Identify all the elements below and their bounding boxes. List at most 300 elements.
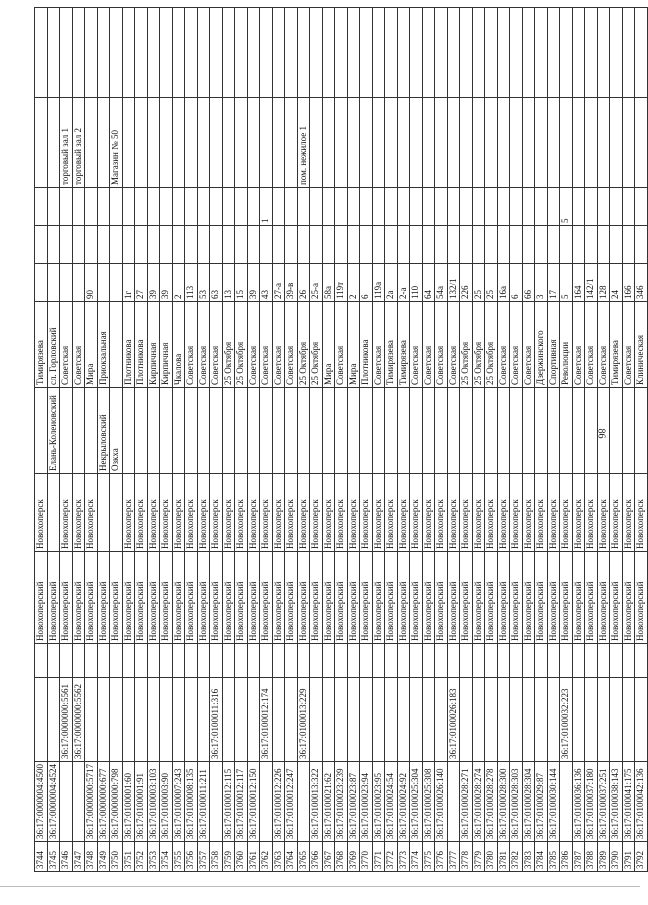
cell-extra <box>635 8 648 98</box>
cell-district: Новохоперский <box>160 552 173 644</box>
table-row <box>510 8 523 872</box>
cell-district: Новохоперский <box>85 552 98 644</box>
cell-area <box>385 388 398 474</box>
cell-extra <box>610 8 623 98</box>
cell-extra <box>285 8 298 98</box>
cell-cad1: 36:17:0100028:278 <box>485 762 498 842</box>
cell-extra <box>197 8 210 98</box>
cell-cad2 <box>347 678 360 762</box>
cell-settlement: Новохоперск <box>310 474 323 552</box>
cell-cad1: 36:17:0100030:144 <box>547 762 560 842</box>
cell-area <box>35 388 48 474</box>
cell-cad1 <box>560 762 573 842</box>
cell-premise <box>447 188 460 226</box>
cell-extra <box>397 8 410 98</box>
cell-house: 17 <box>547 264 560 302</box>
cell-cad1: 36:17:0100003:90 <box>160 762 173 842</box>
cell-house: 2 <box>347 264 360 302</box>
cell-note <box>185 98 198 188</box>
cell-area <box>410 388 423 474</box>
table-row <box>497 8 510 872</box>
cell-note <box>497 98 510 188</box>
cell-street: Советская <box>210 302 223 388</box>
page-number: 86 <box>595 428 607 439</box>
cell-note <box>422 98 435 188</box>
cell-cad1: 36:17:0100041:175 <box>622 762 635 842</box>
cell-cad1: 36:17:0000000:5717 <box>85 762 98 842</box>
cell-note: Магазин № 50 <box>110 98 123 188</box>
cell-unit <box>285 226 298 264</box>
cell-street: Кирпичная <box>160 302 173 388</box>
cell-house: 132/1 <box>447 264 460 302</box>
cell-settlement: Новохоперск <box>160 474 173 552</box>
cell-street: Спортивная <box>547 302 560 388</box>
cell-area <box>597 388 610 474</box>
cell-premise <box>222 188 235 226</box>
cell-settlement: Новохоперск <box>122 474 135 552</box>
cell-house: 2а <box>385 264 398 302</box>
cell-unit <box>585 226 598 264</box>
cell-district: Новохоперский <box>522 552 535 644</box>
cell-unit <box>597 226 610 264</box>
cell-unit <box>147 226 160 264</box>
cell-settlement: Новохоперск <box>210 474 223 552</box>
cell-district: Новохоперский <box>397 552 410 644</box>
cell-premise <box>597 188 610 226</box>
cell-cad2 <box>285 678 298 762</box>
cell-settlement: Новохоперск <box>372 474 385 552</box>
cell-street: Тимирязева <box>610 302 623 388</box>
table-row <box>472 8 485 872</box>
cell-unit <box>247 226 260 264</box>
cell-cad2 <box>172 678 185 762</box>
cell-note <box>410 98 423 188</box>
cell-unit <box>322 226 335 264</box>
cell-cad2 <box>397 678 410 762</box>
cell-house: 6 <box>510 264 523 302</box>
cell-cad3 <box>222 644 235 678</box>
cell-extra <box>335 8 348 98</box>
cell-extra <box>322 8 335 98</box>
cell-premise <box>572 188 585 226</box>
cell-note <box>635 98 648 188</box>
cell-house: 119т <box>335 264 348 302</box>
cell-num: 3754 <box>160 842 173 872</box>
cell-num: 3787 <box>572 842 585 872</box>
table-row <box>385 8 398 872</box>
cell-street: Советская <box>260 302 273 388</box>
cell-settlement: Новохоперск <box>447 474 460 552</box>
cell-extra <box>310 8 323 98</box>
cell-extra <box>35 8 48 98</box>
cell-house: 2-а <box>397 264 410 302</box>
cell-premise <box>85 188 98 226</box>
cell-area <box>485 388 498 474</box>
cell-unit <box>410 226 423 264</box>
cell-cad3 <box>172 644 185 678</box>
cell-premise <box>110 188 123 226</box>
table-row <box>85 8 98 872</box>
cell-house: 39 <box>247 264 260 302</box>
cell-house: 39-в <box>285 264 298 302</box>
cell-street: Советская <box>197 302 210 388</box>
cell-cad3 <box>160 644 173 678</box>
cell-extra <box>522 8 535 98</box>
cell-cad2 <box>322 678 335 762</box>
table-row <box>535 8 548 872</box>
cell-cad1: 36:17:0100012:226 <box>272 762 285 842</box>
table-row <box>97 8 110 872</box>
cell-settlement: Новохоперск <box>222 474 235 552</box>
cell-cad2 <box>247 678 260 762</box>
cell-street: Мира <box>322 302 335 388</box>
cell-num: 3747 <box>72 842 85 872</box>
cell-note <box>322 98 335 188</box>
cell-cad2 <box>185 678 198 762</box>
cell-district: Новохоперский <box>422 552 435 644</box>
cell-house: 346 <box>635 264 648 302</box>
cell-num: 3775 <box>422 842 435 872</box>
cell-settlement: Новохоперск <box>585 474 598 552</box>
cell-note <box>597 98 610 188</box>
cell-unit <box>622 226 635 264</box>
cell-house: 63 <box>210 264 223 302</box>
cell-num: 3774 <box>410 842 423 872</box>
cell-house <box>72 264 85 302</box>
cell-extra <box>572 8 585 98</box>
cell-cad1 <box>447 762 460 842</box>
cell-cad1: 36:17:0100011:211 <box>197 762 210 842</box>
cell-num: 3767 <box>322 842 335 872</box>
cell-extra <box>47 8 60 98</box>
cell-house: 58а <box>322 264 335 302</box>
cell-note <box>572 98 585 188</box>
cell-unit <box>197 226 210 264</box>
cell-premise: 5 <box>560 188 573 226</box>
cell-cad2: 36:17:0100012:174 <box>260 678 273 762</box>
cell-house: 24 <box>610 264 623 302</box>
cell-note <box>222 98 235 188</box>
cell-cad3 <box>497 644 510 678</box>
cell-settlement: Новохоперск <box>135 474 148 552</box>
cell-district: Новохоперский <box>497 552 510 644</box>
cell-cad2 <box>422 678 435 762</box>
cell-cad2 <box>35 678 48 762</box>
cell-unit <box>172 226 185 264</box>
cell-premise <box>460 188 473 226</box>
table-row <box>210 8 223 872</box>
cell-cad3 <box>410 644 423 678</box>
cell-note <box>310 98 323 188</box>
cell-cad2 <box>610 678 623 762</box>
cell-cad1: 36:17:0000000:798 <box>110 762 123 842</box>
cell-extra <box>510 8 523 98</box>
cell-district: Новохоперский <box>597 552 610 644</box>
cell-premise <box>185 188 198 226</box>
cell-cad2 <box>497 678 510 762</box>
cell-cad2 <box>472 678 485 762</box>
cell-unit <box>47 226 60 264</box>
cell-settlement: Новохоперск <box>60 474 73 552</box>
cell-unit <box>222 226 235 264</box>
cell-unit <box>360 226 373 264</box>
cell-cad3 <box>360 644 373 678</box>
cell-extra <box>60 8 73 98</box>
cell-cad3 <box>522 644 535 678</box>
cell-num: 3784 <box>535 842 548 872</box>
cell-note: пом. нежилое 1 <box>297 98 310 188</box>
cell-num: 3766 <box>310 842 323 872</box>
cell-house: 27 <box>135 264 148 302</box>
cell-extra <box>272 8 285 98</box>
cell-house: 43 <box>260 264 273 302</box>
cell-cad2 <box>110 678 123 762</box>
cell-area <box>160 388 173 474</box>
cell-num: 3782 <box>510 842 523 872</box>
cell-district: Новохоперский <box>485 552 498 644</box>
cell-street: Советская <box>185 302 198 388</box>
cell-cad3 <box>372 644 385 678</box>
cell-num: 3765 <box>297 842 310 872</box>
cell-street: Кирпичная <box>147 302 160 388</box>
cell-house: 119а <box>372 264 385 302</box>
cell-house: 2 <box>172 264 185 302</box>
cell-settlement: Новохоперск <box>522 474 535 552</box>
cell-extra <box>435 8 448 98</box>
cell-area <box>135 388 148 474</box>
cell-cad3 <box>110 644 123 678</box>
cell-street: Плотникова <box>360 302 373 388</box>
cell-street: Советская <box>622 302 635 388</box>
cell-extra <box>485 8 498 98</box>
cell-district: Новохоперский <box>610 552 623 644</box>
cell-settlement: Новохоперск <box>235 474 248 552</box>
cell-num: 3779 <box>472 842 485 872</box>
cell-street: Советская <box>60 302 73 388</box>
cell-house: 90 <box>85 264 98 302</box>
cell-cad3 <box>585 644 598 678</box>
cell-note <box>535 98 548 188</box>
cell-street: Революции <box>560 302 573 388</box>
cell-cad1: 36:17:0100012:117 <box>235 762 248 842</box>
cell-note <box>560 98 573 188</box>
cell-note <box>610 98 623 188</box>
cell-cad1: 36:17:0100001:60 <box>122 762 135 842</box>
cell-cad3 <box>572 644 585 678</box>
cell-house: 113 <box>185 264 198 302</box>
cell-cad1: 36:17:0100012:150 <box>247 762 260 842</box>
cell-premise <box>385 188 398 226</box>
cell-cad3 <box>510 644 523 678</box>
cell-house <box>47 264 60 302</box>
cell-cad1: 36:17:0100037:180 <box>585 762 598 842</box>
cell-num: 3770 <box>360 842 373 872</box>
cell-cad3 <box>347 644 360 678</box>
cell-unit <box>110 226 123 264</box>
cell-extra <box>497 8 510 98</box>
cell-cad1: 36:17:0100025:308 <box>422 762 435 842</box>
cell-street: Советская <box>72 302 85 388</box>
cell-street: 25 Октября <box>485 302 498 388</box>
cell-house: 53 <box>197 264 210 302</box>
cell-cad2 <box>360 678 373 762</box>
cell-district: Новохоперский <box>35 552 48 644</box>
cell-settlement: Новохоперск <box>472 474 485 552</box>
cell-cad2 <box>372 678 385 762</box>
cell-street: Советская <box>372 302 385 388</box>
cell-district: Новохоперский <box>135 552 148 644</box>
cell-cad3 <box>335 644 348 678</box>
cell-district: Новохоперский <box>510 552 523 644</box>
cell-cad1: 36:17:0100042:136 <box>635 762 648 842</box>
cell-cad3 <box>85 644 98 678</box>
cell-cad2: 36:17:0100011:316 <box>210 678 223 762</box>
cell-unit <box>235 226 248 264</box>
cell-cad2 <box>97 678 110 762</box>
cell-premise <box>522 188 535 226</box>
cell-premise <box>610 188 623 226</box>
cell-settlement: Новохоперск <box>197 474 210 552</box>
cell-cad2 <box>85 678 98 762</box>
cell-street: Тимирязева <box>35 302 48 388</box>
cell-house: 128 <box>597 264 610 302</box>
cell-cad3 <box>310 644 323 678</box>
table-row <box>310 8 323 872</box>
cell-cad2 <box>460 678 473 762</box>
table-row <box>147 8 160 872</box>
cell-cad1: 36:17:0100012:115 <box>222 762 235 842</box>
cell-note <box>235 98 248 188</box>
cell-note <box>460 98 473 188</box>
cell-premise <box>410 188 423 226</box>
cell-house: 13 <box>222 264 235 302</box>
cell-num: 3753 <box>147 842 160 872</box>
registry-table <box>34 7 648 872</box>
cell-cad2 <box>410 678 423 762</box>
cell-house: 6 <box>360 264 373 302</box>
cell-note <box>210 98 223 188</box>
cell-area <box>272 388 285 474</box>
cell-premise <box>235 188 248 226</box>
cell-district: Новохоперский <box>447 552 460 644</box>
cell-note <box>247 98 260 188</box>
cell-area <box>510 388 523 474</box>
cell-extra <box>72 8 85 98</box>
cell-extra <box>535 8 548 98</box>
cell-extra <box>185 8 198 98</box>
cell-house: 3 <box>535 264 548 302</box>
cell-premise <box>47 188 60 226</box>
cell-cad2: 36:17:0100026:183 <box>447 678 460 762</box>
cell-premise <box>535 188 548 226</box>
cell-district: Новохоперский <box>110 552 123 644</box>
cell-area <box>260 388 273 474</box>
cell-cad1: 36:17:0100037:251 <box>597 762 610 842</box>
cell-cad3 <box>47 644 60 678</box>
cell-num: 3781 <box>497 842 510 872</box>
cell-num: 3792 <box>635 842 648 872</box>
page-edge-line <box>0 886 640 887</box>
cell-cad3 <box>597 644 610 678</box>
cell-num: 3750 <box>110 842 123 872</box>
cell-unit <box>122 226 135 264</box>
cell-district: Новохоперский <box>360 552 373 644</box>
cell-cad1 <box>210 762 223 842</box>
cell-district: Новохоперский <box>410 552 423 644</box>
cell-num: 3791 <box>622 842 635 872</box>
cell-unit <box>260 226 273 264</box>
cell-area <box>247 388 260 474</box>
cell-unit <box>635 226 648 264</box>
cell-cad1: 36:17:0100028:274 <box>472 762 485 842</box>
cell-settlement <box>110 474 123 552</box>
cell-street: Советская <box>272 302 285 388</box>
cell-num: 3748 <box>85 842 98 872</box>
table-row <box>422 8 435 872</box>
cell-premise: 1 <box>260 188 273 226</box>
cell-unit <box>535 226 548 264</box>
cell-cad1: 36:17:0100038:143 <box>610 762 623 842</box>
cell-unit <box>60 226 73 264</box>
cell-unit <box>485 226 498 264</box>
table-row <box>610 8 623 872</box>
cell-area <box>472 388 485 474</box>
cell-district: Новохоперский <box>97 552 110 644</box>
cell-premise <box>510 188 523 226</box>
cell-settlement: Новохоперск <box>347 474 360 552</box>
cell-unit <box>272 226 285 264</box>
cell-extra <box>147 8 160 98</box>
table-row <box>572 8 585 872</box>
cell-note: торговый зал 1 <box>60 98 73 188</box>
cell-settlement: Новохоперск <box>497 474 510 552</box>
cell-premise <box>310 188 323 226</box>
cell-premise <box>585 188 598 226</box>
cell-premise <box>485 188 498 226</box>
cell-settlement: Новохоперск <box>322 474 335 552</box>
cell-area <box>72 388 85 474</box>
cell-unit <box>335 226 348 264</box>
table-row <box>410 8 423 872</box>
table-row <box>372 8 385 872</box>
cell-street: Тимирязева <box>385 302 398 388</box>
cell-settlement: Новохоперск <box>410 474 423 552</box>
cell-house: 110 <box>410 264 423 302</box>
cell-cad1: 36:17:0100025:304 <box>410 762 423 842</box>
cell-note <box>335 98 348 188</box>
table-row <box>185 8 198 872</box>
cell-num: 3771 <box>372 842 385 872</box>
cell-premise <box>547 188 560 226</box>
table-row <box>485 8 498 872</box>
cell-street: Советская <box>410 302 423 388</box>
cell-street: Клиническая <box>635 302 648 388</box>
table-row <box>260 8 273 872</box>
cell-cad1: 36:17:0100003:103 <box>147 762 160 842</box>
cell-unit <box>35 226 48 264</box>
cell-cad1: 36:17:0100021:62 <box>322 762 335 842</box>
cell-premise <box>335 188 348 226</box>
cell-num: 3762 <box>260 842 273 872</box>
cell-note <box>547 98 560 188</box>
cell-district: Новохоперский <box>585 552 598 644</box>
cell-district: Новохоперский <box>197 552 210 644</box>
cell-cad3 <box>72 644 85 678</box>
cell-cad2 <box>47 678 60 762</box>
cell-cad3 <box>185 644 198 678</box>
cell-area <box>285 388 298 474</box>
cell-area <box>360 388 373 474</box>
